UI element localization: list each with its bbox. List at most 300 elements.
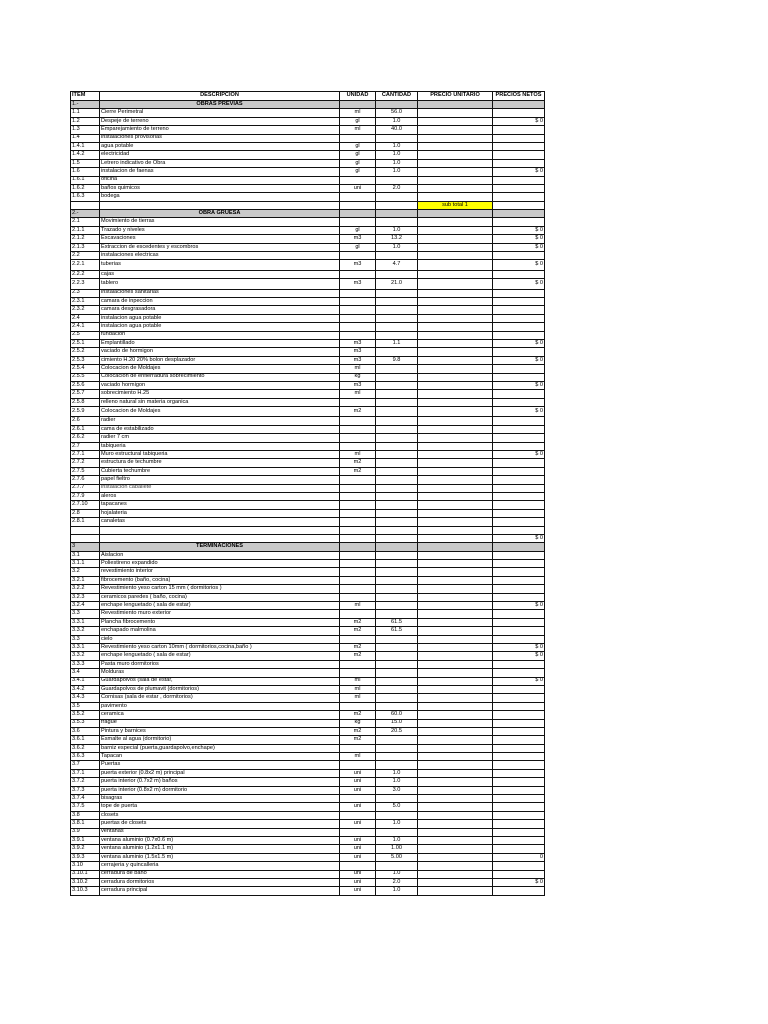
cell-unit: ml — [340, 109, 376, 117]
cell-description: pavimento — [100, 702, 340, 710]
cell-item: 1.6.3 — [71, 193, 100, 201]
table-row — [71, 576, 545, 584]
cell-net-price — [493, 417, 545, 425]
cell-net-price — [493, 610, 545, 618]
cell-net-price — [493, 769, 545, 777]
cell-description: Cornisas (sala de estar , dormitorios) — [100, 694, 340, 702]
table-row — [71, 585, 545, 593]
cell-quantity — [376, 610, 418, 618]
cell-description: Plancha fibrocemento — [100, 618, 340, 626]
cell-item: 3.2.4 — [71, 602, 100, 610]
cell-description: bodega — [100, 193, 340, 201]
cell-unit-price — [418, 425, 493, 433]
cell-net-price — [493, 467, 545, 475]
cell-item: 1.3 — [71, 126, 100, 134]
cell-quantity: 40.0 — [376, 126, 418, 134]
cell-unit: m2 — [340, 644, 376, 652]
cell-net-price — [493, 568, 545, 576]
cell-item: 2.7.6 — [71, 476, 100, 484]
table-row — [71, 795, 545, 803]
cell-unit-price — [418, 719, 493, 727]
cell-unit-price — [418, 390, 493, 398]
table-row — [71, 142, 545, 150]
cell-unit: uni — [340, 853, 376, 861]
cell-unit — [340, 576, 376, 584]
cell-net-price — [493, 786, 545, 794]
cell-unit: ml — [340, 694, 376, 702]
cell-description: Movimiento de tierras — [100, 218, 340, 226]
cell-description: Cubierta techumbre — [100, 467, 340, 475]
cell-quantity — [376, 101, 418, 109]
cell-quantity — [376, 252, 418, 260]
cell-quantity — [376, 702, 418, 710]
cell-item: 3.8 — [71, 811, 100, 819]
cell-item: 2.6.1 — [71, 425, 100, 433]
table-row — [71, 820, 545, 828]
cell-quantity — [376, 289, 418, 297]
cell-description: hojalateria — [100, 509, 340, 517]
cell-description: Cierre Perimetral — [100, 109, 340, 117]
cell-description: instalaciones sanitarias — [100, 289, 340, 297]
cell-unit — [340, 568, 376, 576]
cell-unit — [340, 442, 376, 450]
cell-quantity — [376, 593, 418, 601]
cell-net-price — [493, 618, 545, 626]
cell-net-price — [493, 694, 545, 702]
table-row — [71, 845, 545, 853]
cell-unit-price — [418, 210, 493, 218]
table-row — [71, 518, 545, 526]
table-row — [71, 568, 545, 576]
cell-quantity — [376, 407, 418, 417]
cell-unit-price — [418, 644, 493, 652]
table-row — [71, 381, 545, 389]
cell-net-price: $ 0 — [493, 339, 545, 347]
cell-description: electricidad — [100, 151, 340, 159]
cell-quantity: 1.0 — [376, 226, 418, 234]
cell-item: 1.5 — [71, 159, 100, 167]
cell-unit-price — [418, 109, 493, 117]
cell-unit-price — [418, 685, 493, 693]
cell-net-price — [493, 736, 545, 744]
cell-item: 3.7 — [71, 761, 100, 769]
cell-unit: m2 — [340, 618, 376, 626]
cell-description: Pintura y barnices — [100, 727, 340, 735]
cell-net-price — [493, 398, 545, 406]
cell-quantity: 1.0 — [376, 159, 418, 167]
cell-description: cama de estabilizado — [100, 425, 340, 433]
cell-quantity — [376, 201, 418, 209]
table-row — [71, 887, 545, 895]
cell-description: fibrocemento (baño, cocina) — [100, 576, 340, 584]
cell-description: Colocacion de enfierradura sobrecimiento — [100, 373, 340, 381]
cell-net-price — [493, 331, 545, 339]
cell-net-price — [493, 252, 545, 260]
cell-net-price: $ 0 — [493, 168, 545, 176]
cell-unit-price — [418, 769, 493, 777]
header-item: ITEM — [71, 92, 100, 101]
table-row — [71, 218, 545, 226]
cell-unit — [340, 811, 376, 819]
cell-description: Emparejamiento de terreno — [100, 126, 340, 134]
cell-quantity: 2.0 — [376, 184, 418, 192]
cell-unit — [340, 560, 376, 568]
cell-description: agua potable — [100, 142, 340, 150]
cell-unit-price — [418, 348, 493, 356]
cell-quantity: 1.0 — [376, 151, 418, 159]
cell-unit — [340, 306, 376, 314]
cell-unit — [340, 795, 376, 803]
table-row — [71, 279, 545, 289]
cell-item: 2.5.5 — [71, 373, 100, 381]
cell-unit-price — [418, 711, 493, 719]
cell-unit: gl — [340, 243, 376, 251]
cell-description: cerradura de baño — [100, 870, 340, 878]
cell-unit-price — [418, 235, 493, 243]
table-row — [71, 442, 545, 450]
cell-item: 3.3 — [71, 635, 100, 643]
cell-description: baños quimicos — [100, 184, 340, 192]
cell-quantity: 1.0 — [376, 168, 418, 176]
cell-unit: m3 — [340, 235, 376, 243]
cell-description: cajas — [100, 270, 340, 278]
cell-description: barniz especial (puerta,guardapolvo,enchape) — [100, 744, 340, 752]
cell-unit-price — [418, 862, 493, 870]
cell-item: 3.9.3 — [71, 853, 100, 861]
cell-item: 1.- — [71, 101, 100, 109]
cell-description: Excavaciones — [100, 235, 340, 243]
cell-net-price — [493, 560, 545, 568]
cell-description: instalacion agua potable — [100, 314, 340, 322]
cell-quantity — [376, 677, 418, 685]
cell-quantity — [376, 381, 418, 389]
cell-item: 2.6 — [71, 417, 100, 425]
cell-net-price — [493, 501, 545, 509]
cell-net-price — [493, 593, 545, 601]
table-row — [71, 652, 545, 660]
cell-item: 1.1 — [71, 109, 100, 117]
cell-item: 2.3.2 — [71, 306, 100, 314]
cell-item: 3.3.3 — [71, 660, 100, 668]
table-row — [71, 407, 545, 417]
table-row — [71, 753, 545, 761]
cell-item: 1.4 — [71, 134, 100, 142]
cell-unit: m2 — [340, 467, 376, 475]
cell-unit: uni — [340, 887, 376, 895]
cell-unit-price — [418, 434, 493, 442]
cell-quantity — [376, 434, 418, 442]
cell-unit — [340, 660, 376, 668]
cell-net-price — [493, 442, 545, 450]
table-row — [71, 644, 545, 652]
table-row — [71, 828, 545, 836]
table-row — [71, 484, 545, 492]
cell-unit-price — [418, 887, 493, 895]
cell-quantity: 61.5 — [376, 618, 418, 626]
cell-description: Tapacan — [100, 753, 340, 761]
cell-item: 2.1.2 — [71, 235, 100, 243]
cell-unit: m3 — [340, 348, 376, 356]
cell-description: fundacion — [100, 331, 340, 339]
cell-item: 3.3.1 — [71, 618, 100, 626]
cell-item: 2.7 — [71, 442, 100, 450]
cell-net-price — [493, 484, 545, 492]
cell-unit: ml — [340, 365, 376, 373]
cell-description: bisagras — [100, 795, 340, 803]
cell-description: Poliestireno expandido — [100, 560, 340, 568]
cell-item: 3.3.1 — [71, 644, 100, 652]
table-row — [71, 744, 545, 752]
cell-net-price — [493, 711, 545, 719]
cell-quantity — [376, 862, 418, 870]
header-unidad: UNIDAD — [340, 92, 376, 101]
cell-quantity: 1.0 — [376, 820, 418, 828]
cell-unit-price — [418, 289, 493, 297]
cell-net-price — [493, 476, 545, 484]
cell-item: 2.5.4 — [71, 365, 100, 373]
table-row — [71, 451, 545, 459]
cell-description: enchape lenguetado ( sala de estar) — [100, 602, 340, 610]
cell-description — [100, 534, 340, 542]
cell-net-price — [493, 126, 545, 134]
cell-unit: m3 — [340, 356, 376, 364]
cell-quantity — [376, 585, 418, 593]
cell-unit-price — [418, 398, 493, 406]
cell-unit-price — [418, 744, 493, 752]
cell-description: revestimiento interior — [100, 568, 340, 576]
table-row — [71, 168, 545, 176]
cell-unit-price — [418, 694, 493, 702]
cell-net-price — [493, 727, 545, 735]
cell-description: tabiqueria — [100, 442, 340, 450]
cell-quantity — [376, 323, 418, 331]
cell-unit-price: sub total 1 — [418, 201, 493, 209]
cell-item: 3 — [71, 543, 100, 551]
cell-item: 2.5.2 — [71, 348, 100, 356]
cell-item: 2.7.5 — [71, 467, 100, 475]
cell-description: closets — [100, 811, 340, 819]
cell-description: camara de inpeccion — [100, 297, 340, 305]
cell-net-price — [493, 306, 545, 314]
table-row — [71, 853, 545, 861]
cell-unit-price — [418, 117, 493, 125]
table-row — [71, 193, 545, 201]
cell-item: 3.9 — [71, 828, 100, 836]
table-row — [71, 398, 545, 406]
cell-quantity — [376, 218, 418, 226]
table-row — [71, 618, 545, 626]
cell-item: 2.5.8 — [71, 398, 100, 406]
table-row — [71, 862, 545, 870]
table-row — [71, 306, 545, 314]
cell-unit — [340, 551, 376, 559]
section-header-row — [71, 101, 545, 109]
cell-item: 2.7.2 — [71, 459, 100, 467]
cell-item: 2.3 — [71, 289, 100, 297]
cell-description: ventana aluminio (1.5x1.5 m) — [100, 853, 340, 861]
cell-item: 2.5.3 — [71, 356, 100, 364]
budget-table-body — [71, 92, 545, 896]
cell-unit — [340, 101, 376, 109]
cell-item: 3.3 — [71, 610, 100, 618]
table-row — [71, 811, 545, 819]
cell-unit-price — [418, 492, 493, 500]
cell-net-price — [493, 778, 545, 786]
cell-unit: uni — [340, 878, 376, 886]
table-row — [71, 786, 545, 794]
cell-description: camara desgrasadora — [100, 306, 340, 314]
header-precio-unitario: PRECIO UNITARIO — [418, 92, 493, 101]
cell-description: sobrecimiento H.25 — [100, 390, 340, 398]
cell-unit: ml — [340, 602, 376, 610]
cell-quantity — [376, 560, 418, 568]
cell-quantity — [376, 761, 418, 769]
cell-unit: uni — [340, 778, 376, 786]
cell-net-price — [493, 576, 545, 584]
cell-item: 3.10.3 — [71, 887, 100, 895]
cell-unit: uni — [340, 786, 376, 794]
cell-unit — [340, 252, 376, 260]
cell-net-price — [493, 425, 545, 433]
table-row — [71, 711, 545, 719]
cell-unit-price — [418, 518, 493, 526]
cell-quantity — [376, 753, 418, 761]
cell-item: 1.4.2 — [71, 151, 100, 159]
cell-description: instalaciones electricas — [100, 252, 340, 260]
cell-net-price — [493, 585, 545, 593]
cell-unit-price — [418, 218, 493, 226]
cell-unit: gl — [340, 142, 376, 150]
cell-quantity — [376, 602, 418, 610]
cell-quantity: 15.0 — [376, 719, 418, 727]
cell-net-price — [493, 459, 545, 467]
cell-description: Guardapolvos (sala de estar, — [100, 677, 340, 685]
cell-unit — [340, 492, 376, 500]
cell-description: TERMINACIONES — [100, 543, 340, 551]
cell-unit-price — [418, 585, 493, 593]
table-row — [71, 109, 545, 117]
cell-quantity — [376, 365, 418, 373]
cell-unit-price — [418, 560, 493, 568]
cell-unit: uni — [340, 820, 376, 828]
cell-unit — [340, 610, 376, 618]
cell-item: 2.2.2 — [71, 270, 100, 278]
table-row — [71, 492, 545, 500]
cell-quantity: 3.0 — [376, 786, 418, 794]
cell-unit-price — [418, 845, 493, 853]
cell-net-price — [493, 518, 545, 526]
cell-unit-price — [418, 576, 493, 584]
cell-quantity — [376, 492, 418, 500]
table-row — [71, 761, 545, 769]
cell-item: 3.2 — [71, 568, 100, 576]
cell-item — [71, 201, 100, 209]
cell-unit-price — [418, 467, 493, 475]
cell-unit — [340, 702, 376, 710]
cell-net-price: $ 0 — [493, 235, 545, 243]
header-cantidad: CANTIDAD — [376, 92, 418, 101]
cell-quantity: 61.5 — [376, 627, 418, 635]
cell-unit-price — [418, 652, 493, 660]
cell-net-price — [493, 492, 545, 500]
cell-unit-price — [418, 778, 493, 786]
cell-description: instalacion de faenas — [100, 168, 340, 176]
cell-unit — [340, 828, 376, 836]
cell-unit: ml — [340, 677, 376, 685]
cell-net-price — [493, 323, 545, 331]
table-row — [71, 694, 545, 702]
cell-unit: uni — [340, 845, 376, 853]
cell-unit — [340, 434, 376, 442]
cell-unit-price — [418, 176, 493, 184]
cell-description: puerta exterior (0.8x2 m) principal — [100, 769, 340, 777]
cell-item: 2.1 — [71, 218, 100, 226]
cell-net-price: $ 0 — [493, 381, 545, 389]
cell-unit-price — [418, 101, 493, 109]
cell-unit — [340, 210, 376, 218]
cell-quantity — [376, 644, 418, 652]
cell-description: Puertas — [100, 761, 340, 769]
cell-net-price: 0 — [493, 853, 545, 861]
cell-unit-price — [418, 331, 493, 339]
cell-description: ceramica — [100, 711, 340, 719]
cell-description: oficina — [100, 176, 340, 184]
cell-net-price — [493, 373, 545, 381]
cell-quantity — [376, 685, 418, 693]
cell-item: 3.1.1 — [71, 560, 100, 568]
cell-unit-price — [418, 243, 493, 251]
cell-unit — [340, 509, 376, 517]
cell-item: 2.6.2 — [71, 434, 100, 442]
cell-description: enchape lenguetado ( sala de estar) — [100, 652, 340, 660]
cell-quantity — [376, 660, 418, 668]
cell-quantity: 20.5 — [376, 727, 418, 735]
cell-net-price — [493, 297, 545, 305]
cell-unit: ml — [340, 390, 376, 398]
cell-net-price — [493, 210, 545, 218]
table-row — [71, 878, 545, 886]
cell-description: tablero — [100, 279, 340, 289]
cell-net-price: $ 0 — [493, 534, 545, 542]
cell-item: 3.9.2 — [71, 845, 100, 853]
cell-quantity: 1.1 — [376, 339, 418, 347]
cell-unit — [340, 669, 376, 677]
cell-item: 3.10 — [71, 862, 100, 870]
cell-net-price — [493, 526, 545, 534]
cell-net-price — [493, 635, 545, 643]
section-header-row — [71, 543, 545, 551]
cell-item: 2.5.6 — [71, 381, 100, 389]
cell-item: 3.7.3 — [71, 786, 100, 794]
cell-unit-price — [418, 836, 493, 844]
cell-quantity — [376, 811, 418, 819]
cell-unit: uni — [340, 184, 376, 192]
table-row — [71, 417, 545, 425]
cell-description: tuberias — [100, 260, 340, 270]
cell-net-price — [493, 836, 545, 844]
cell-quantity — [376, 459, 418, 467]
cell-unit-price — [418, 356, 493, 364]
cell-quantity — [376, 442, 418, 450]
cell-quantity — [376, 176, 418, 184]
cell-description: Trazado y niveles — [100, 226, 340, 234]
cell-description: Emplantillado — [100, 339, 340, 347]
table-row — [71, 870, 545, 878]
cell-description: Colocacion de Moldajes — [100, 365, 340, 373]
cell-unit — [340, 398, 376, 406]
cell-unit-price — [418, 142, 493, 150]
cell-description: Esmalte al agua (dormitorio) — [100, 736, 340, 744]
